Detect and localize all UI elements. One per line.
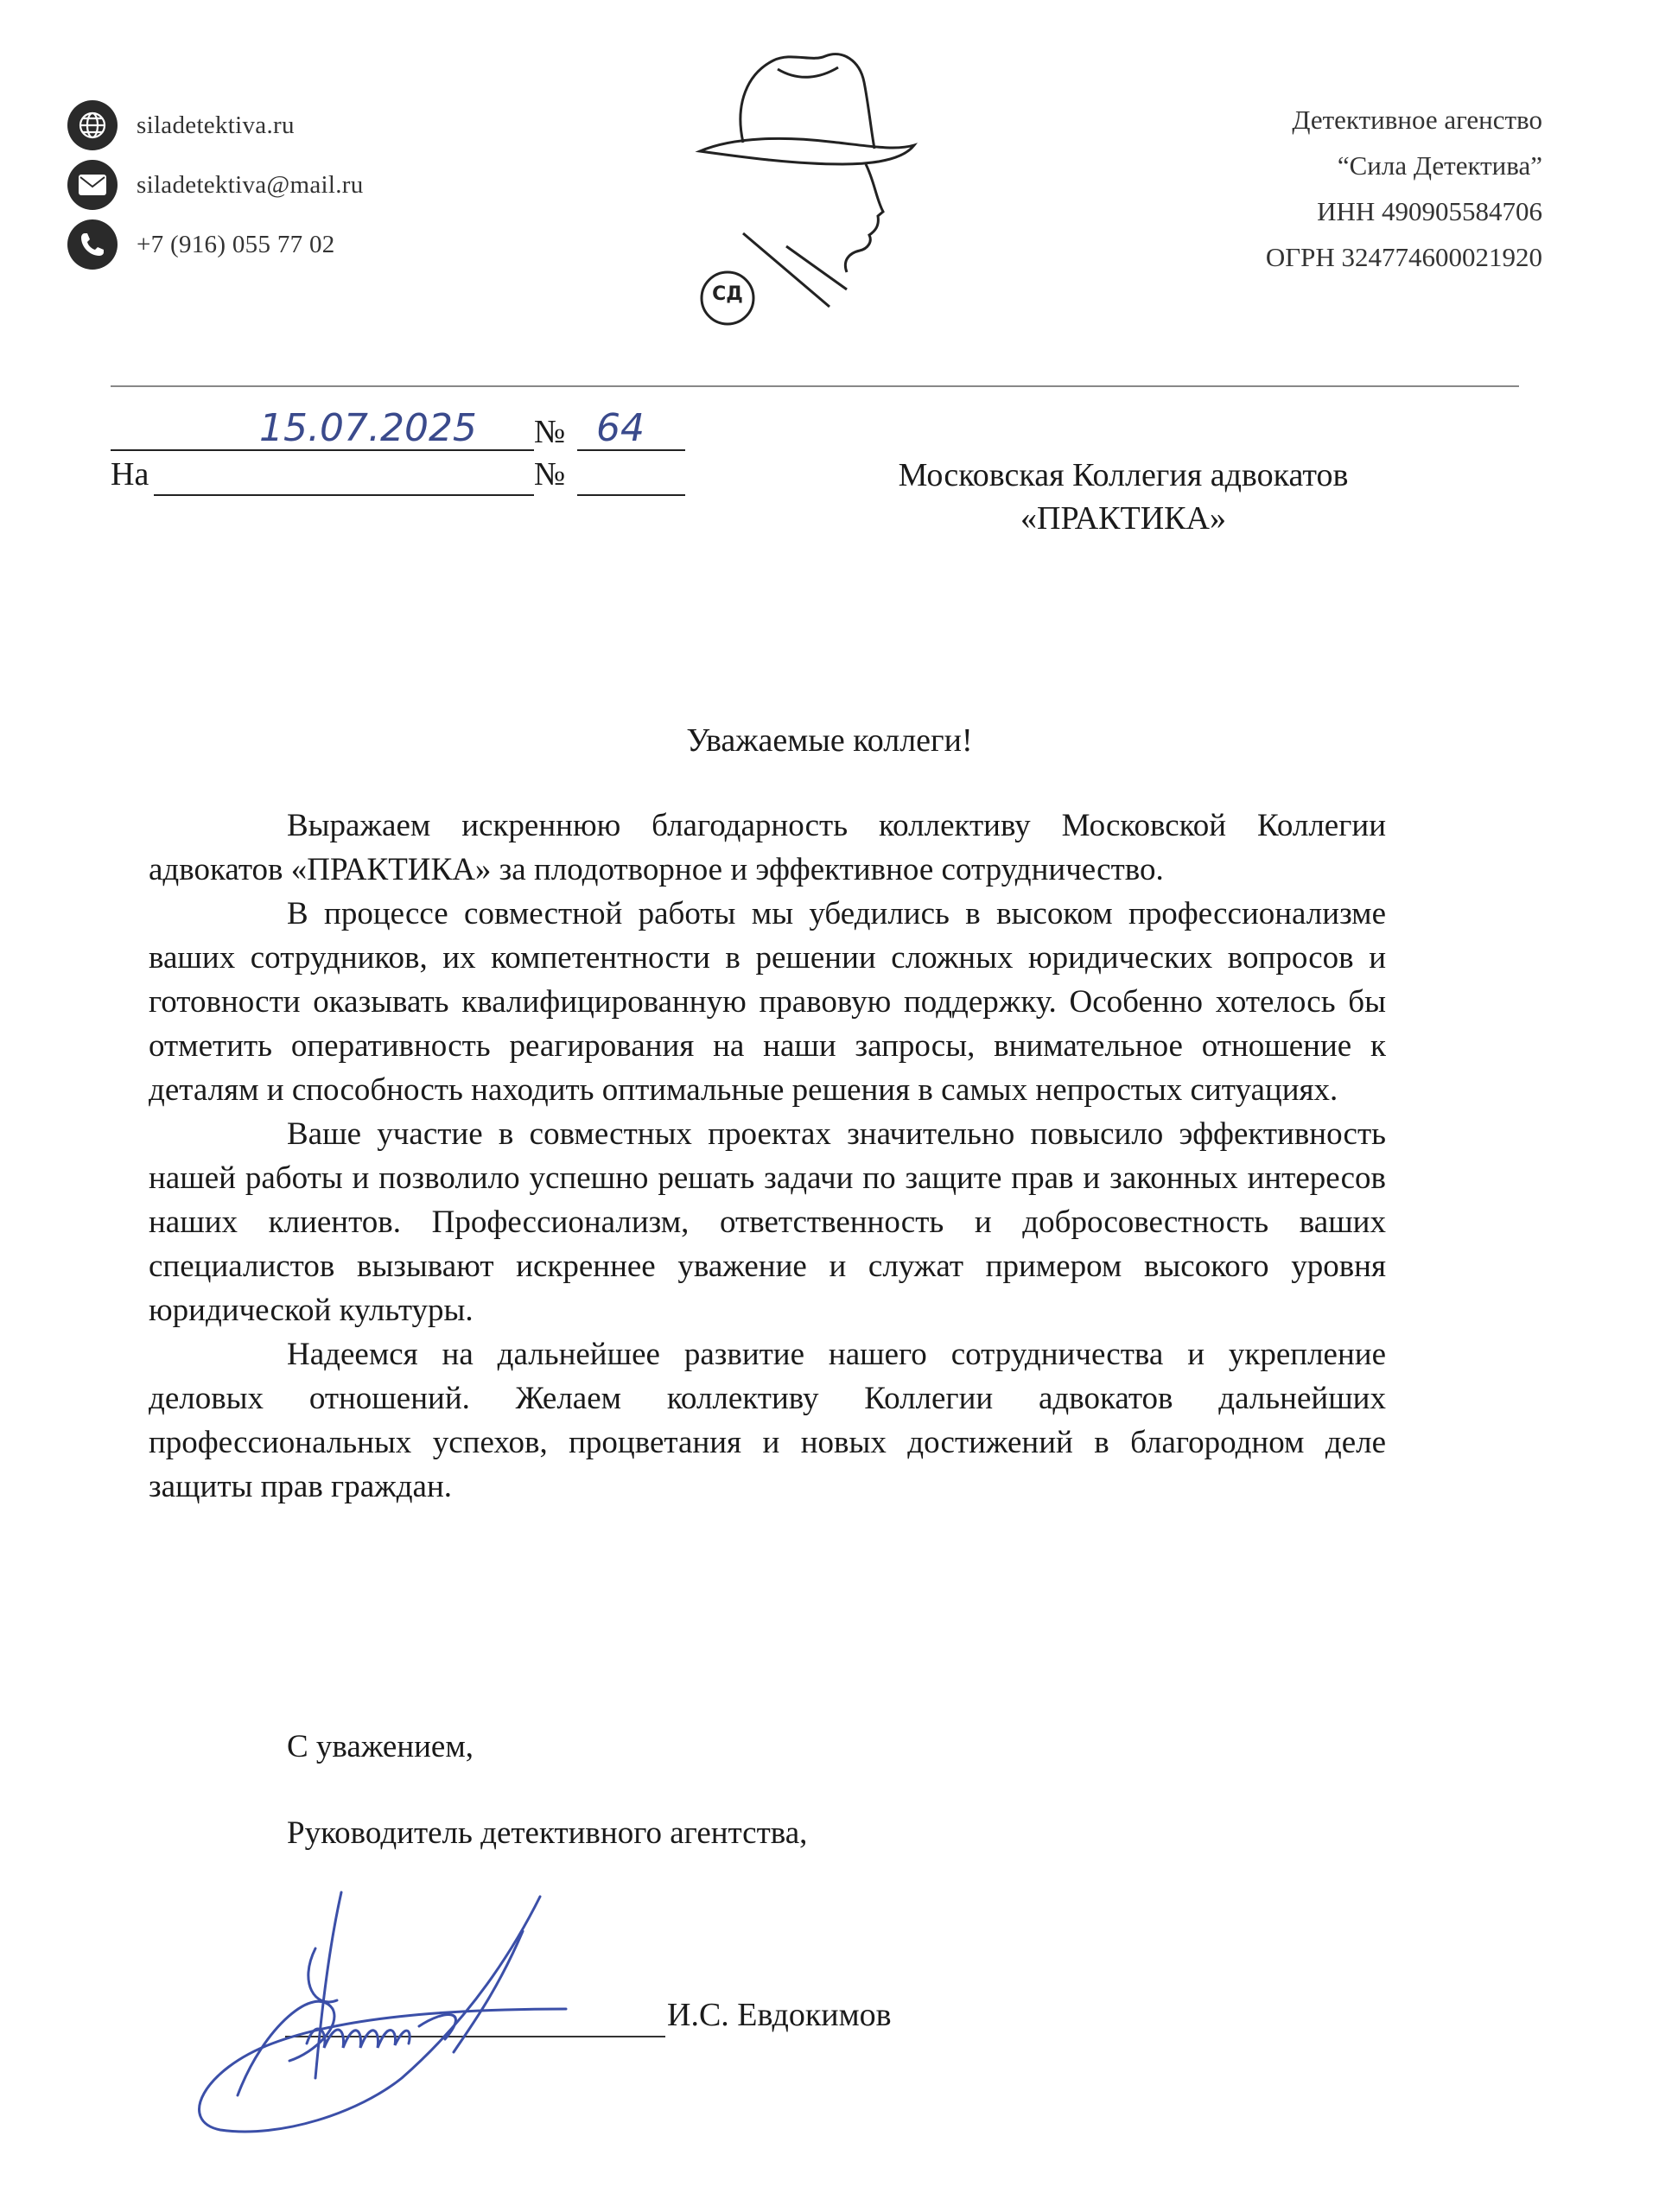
outgoing-number-sign: № <box>534 414 566 450</box>
paragraph: В процессе совместной работы мы убедились в высоком профессионализме ваших сотрудников, их компетентности в решении сложных юридических вопросов и готовности оказывать квалифицированную правовую поддержку. Особенно хотелось бы отметить оперативность реагирования на наши запросы, внимательное отношение к деталям и способность находить оптимальные решения в самых непростых ситуациях. <box>149 896 1386 1108</box>
header-divider <box>111 385 1519 387</box>
paragraph: Ваше участие в совместных проектах значительно повысило эффективность нашей работы и позволило успешно решать задачи по защите прав и законных интересов наших клиентов. Профессионализм, ответственность и добросовестность ваших специалистов вызывают искреннее уважение и служат примером высокого уровня юридической культуры. <box>149 1116 1386 1328</box>
reference-number-sign: № <box>534 456 566 493</box>
mail-icon <box>67 160 118 210</box>
recipient-org: «ПРАКТИКА» <box>1020 500 1226 537</box>
signer-title: Руководитель детективного агентства, <box>287 1815 808 1851</box>
recipient-block <box>778 454 1469 540</box>
recipient-name: Московская Коллегия адвокатов <box>898 457 1349 493</box>
agency-ogrn: ОГРН 324774600021920 <box>1265 242 1542 272</box>
contact-website[interactable] <box>67 99 295 151</box>
agency-logo <box>683 43 933 337</box>
signature-icon <box>186 1879 721 2156</box>
reference-line <box>154 494 534 496</box>
contact-phone[interactable] <box>67 219 335 270</box>
globe-icon <box>67 100 118 150</box>
agency-details <box>938 97 1542 280</box>
website-text: siladetektiva.ru <box>137 111 295 139</box>
reference-prefix: На <box>111 456 149 493</box>
paragraph: Выражаем искреннюю благодарность коллективу Московской Коллегии адвокатов «ПРАКТИКА» за плодотворное и эффективное сотрудничество. <box>149 808 1386 887</box>
agency-type: Детективное агенство <box>1292 105 1542 135</box>
logo-monogram: СД <box>712 283 743 305</box>
signer-name: И.С. Евдокимов <box>667 1997 892 2033</box>
outgoing-date: 15.07.2025 <box>259 406 477 450</box>
phone-icon <box>67 219 118 270</box>
agency-inn: ИНН 490905584706 <box>1317 196 1542 226</box>
greeting: Уважаемые коллеги! <box>686 722 973 759</box>
agency-name: “Сила Детектива” <box>1337 150 1542 181</box>
reference-number-line <box>577 494 685 496</box>
contact-email[interactable] <box>67 159 364 211</box>
outgoing-number: 64 <box>596 406 645 450</box>
email-text: siladetektiva@mail.ru <box>137 170 364 199</box>
paragraph: Надеемся на дальнейшее развитие нашего сотрудничества и укрепление деловых отношений. Желаем коллективу Коллегии адвокатов дальнейших профессиональных успехов, процветания и новых достижений в благородном деле защиты прав граждан. <box>149 1337 1386 1504</box>
phone-text: +7 (916) 055 77 02 <box>137 230 335 258</box>
closing-phrase: С уважением, <box>287 1729 474 1764</box>
letter-body <box>149 804 1386 1509</box>
